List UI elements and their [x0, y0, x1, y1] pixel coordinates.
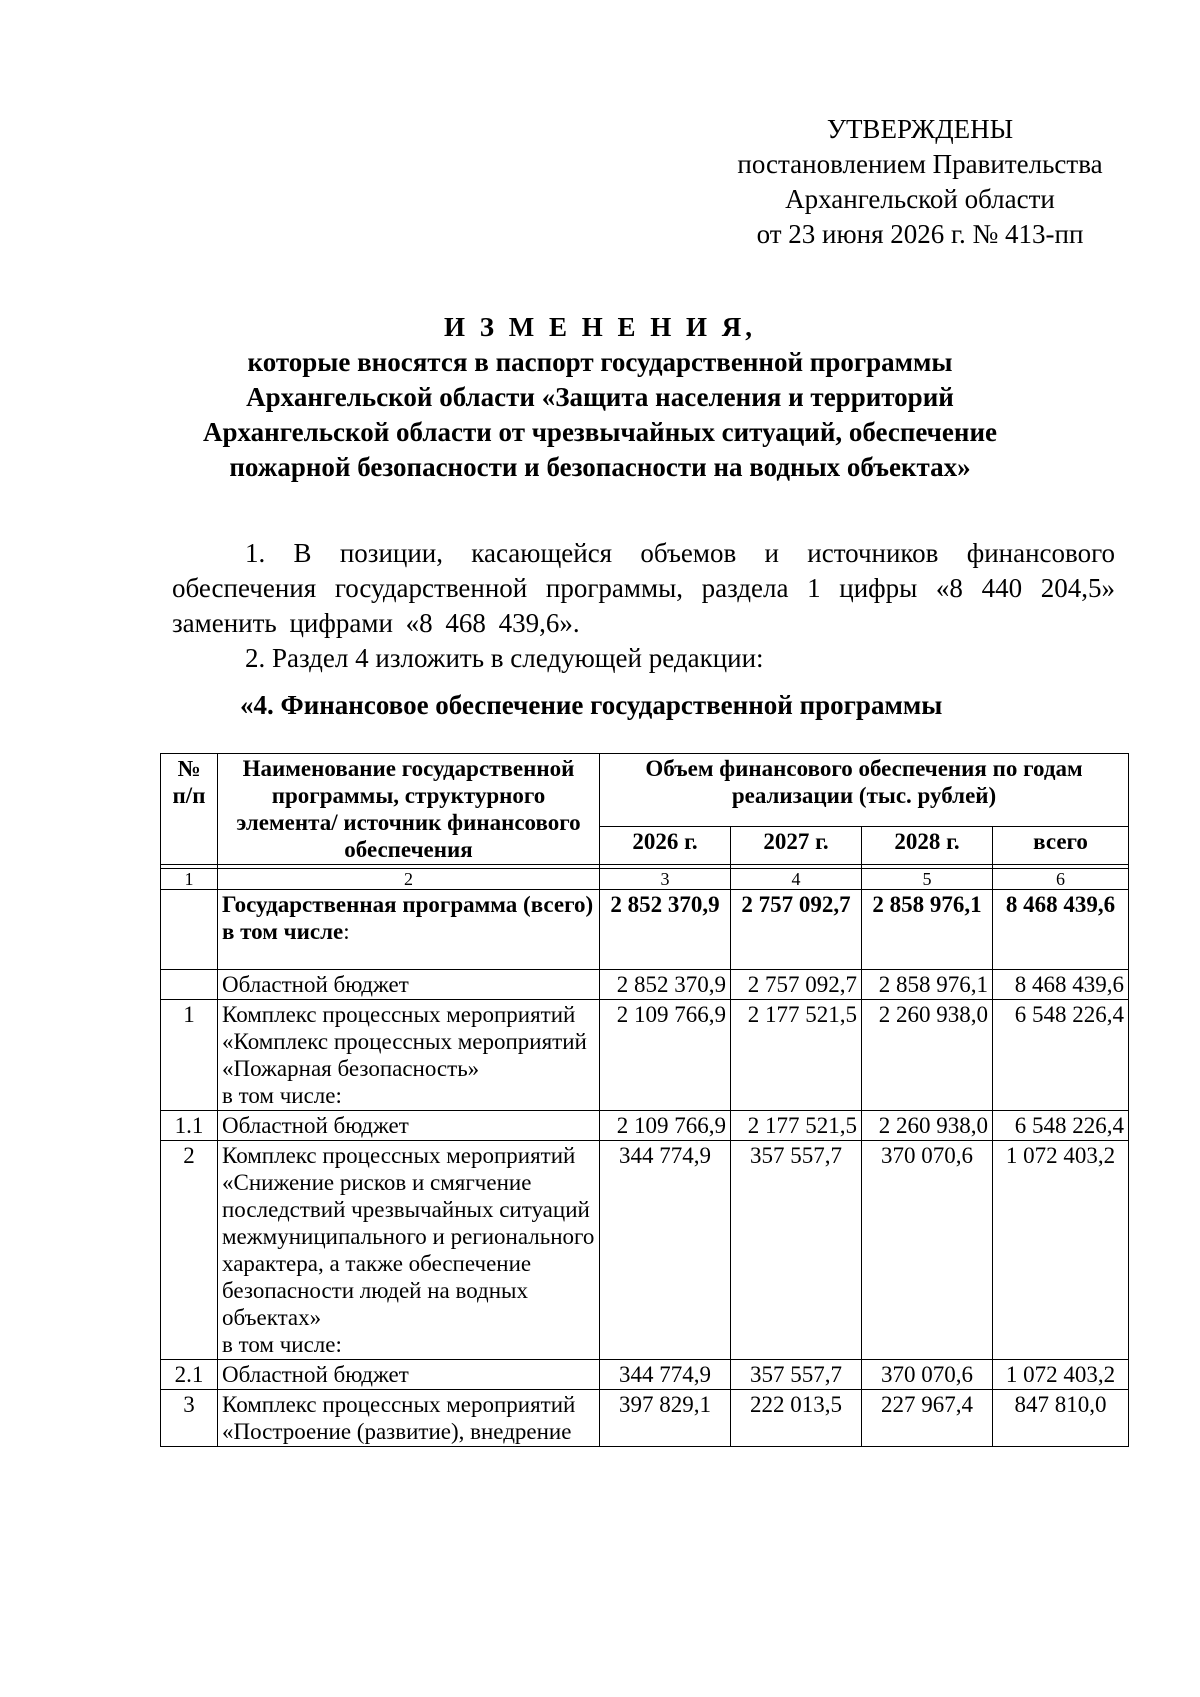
column-number-row: [161, 869, 1129, 890]
row-num: [161, 970, 218, 1000]
row-value-2026: 2 109 766,9: [600, 1111, 731, 1141]
row-num: 2: [161, 1141, 218, 1360]
row-value-2026: 2 852 370,9: [600, 890, 731, 970]
approval-line-3: Архангельской области: [785, 184, 1055, 214]
row-value-total: 1 072 403,2: [993, 1360, 1129, 1390]
row-name: Государственная программа (всего) в том числе:: [218, 890, 600, 970]
row-num: 2.1: [161, 1360, 218, 1390]
table-row: [161, 1000, 1129, 1111]
row-value-2028: 227 967,4: [862, 1390, 993, 1447]
row-value-total: 8 468 439,6: [993, 890, 1129, 970]
row-name: Комплекс процессных мероприятий «Комплекс процессных мероприятий «Пожарная безопасность» в том числе:: [218, 1000, 600, 1111]
header-name: Наименование государственной программы, структурного элемента/ источник финансового обеспечения: [218, 754, 600, 865]
document-title: [160, 310, 1040, 485]
row-value-2028: 2 858 976,1: [862, 970, 993, 1000]
row-value-2026: 344 774,9: [600, 1141, 731, 1360]
paragraph-1: 1. В позиции, касающейся объемов и источников финансового обеспечения государственной программы, раздела 1 цифры «8 440 204,5» заменить цифрами «8 468 439,6».: [172, 538, 1115, 638]
col-number: 3: [600, 869, 731, 890]
row-value-2026: 397 829,1: [600, 1390, 731, 1447]
approval-block: [720, 112, 1120, 252]
financing-table: [160, 753, 1129, 1447]
row-value-total: 1 072 403,2: [993, 1141, 1129, 1360]
header-num: № п/п: [161, 754, 218, 865]
row-num: 1.1: [161, 1111, 218, 1141]
table-row: [161, 1111, 1129, 1141]
row-value-2026: 2 852 370,9: [600, 970, 731, 1000]
header-volume: Объем финансового обеспечения по годам реализации (тыс. рублей): [600, 754, 1129, 827]
header-2026: 2026 г.: [600, 826, 731, 864]
header-2028: 2028 г.: [862, 826, 993, 864]
row-num: 1: [161, 1000, 218, 1111]
title-line-1: которые вносятся в паспорт государственной программы: [247, 347, 953, 377]
row-value-total: 8 468 439,6: [993, 970, 1129, 1000]
title-line-3: Архангельской области от чрезвычайных ситуаций, обеспечение: [203, 417, 997, 447]
row-value-2027: 2 177 521,5: [731, 1000, 862, 1111]
row-value-2027: 357 557,7: [731, 1141, 862, 1360]
row-name: Комплекс процессных мероприятий «Снижение рисков и смягчение последствий чрезвычайных ситуаций межмуниципального и регионального характера, а также обеспечение безопасности людей на водных объектах» в том числе:: [218, 1141, 600, 1360]
row-value-2027: 2 757 092,7: [731, 890, 862, 970]
col-number: 6: [993, 869, 1129, 890]
col-number: 2: [218, 869, 600, 890]
row-name: Областной бюджет: [218, 970, 600, 1000]
approval-line-4: от 23 июня 2026 г. № 413-пп: [756, 219, 1084, 249]
row-name: Областной бюджет: [218, 1111, 600, 1141]
title-heading: И З М Е Н Е Н И Я,: [443, 312, 756, 342]
paragraph-2: 2. Раздел 4 изложить в следующей редакции:: [245, 643, 764, 673]
col-number: 1: [161, 869, 218, 890]
body-text: [172, 536, 1115, 676]
row-value-total: 6 548 226,4: [993, 1111, 1129, 1141]
title-line-4: пожарной безопасности и безопасности на водных объектах»: [229, 452, 971, 482]
approval-line-1: УТВЕРЖДЕНЫ: [826, 114, 1014, 144]
row-num: [161, 890, 218, 970]
table-header-row: [161, 754, 1129, 827]
row-value-total: 6 548 226,4: [993, 1000, 1129, 1111]
row-value-2027: 222 013,5: [731, 1390, 862, 1447]
row-value-2028: 370 070,6: [862, 1141, 993, 1360]
row-value-2028: 2 260 938,0: [862, 1111, 993, 1141]
row-num: 3: [161, 1390, 218, 1447]
row-name: Комплекс процессных мероприятий «Построение (развитие), внедрение: [218, 1390, 600, 1447]
table-row: [161, 1141, 1129, 1360]
approval-line-2: постановлением Правительства: [737, 149, 1103, 179]
table-row: [161, 1360, 1129, 1390]
row-value-total: 847 810,0: [993, 1390, 1129, 1447]
col-number: 5: [862, 869, 993, 890]
title-line-2: Архангельской области «Защита населения и территорий: [246, 382, 954, 412]
table-row: [161, 970, 1129, 1000]
header-2027: 2027 г.: [731, 826, 862, 864]
header-total: всего: [993, 826, 1129, 864]
row-value-2026: 2 109 766,9: [600, 1000, 731, 1111]
row-value-2026: 344 774,9: [600, 1360, 731, 1390]
row-value-2027: 2 177 521,5: [731, 1111, 862, 1141]
row-value-2028: 370 070,6: [862, 1360, 993, 1390]
row-value-2028: 2 260 938,0: [862, 1000, 993, 1111]
row-value-2027: 357 557,7: [731, 1360, 862, 1390]
row-name: Областной бюджет: [218, 1360, 600, 1390]
col-number: 4: [731, 869, 862, 890]
section-title: «4. Финансовое обеспечение государственной программы: [240, 690, 943, 720]
table-row: [161, 890, 1129, 970]
table-row: [161, 1390, 1129, 1447]
row-value-2027: 2 757 092,7: [731, 970, 862, 1000]
row-value-2028: 2 858 976,1: [862, 890, 993, 970]
